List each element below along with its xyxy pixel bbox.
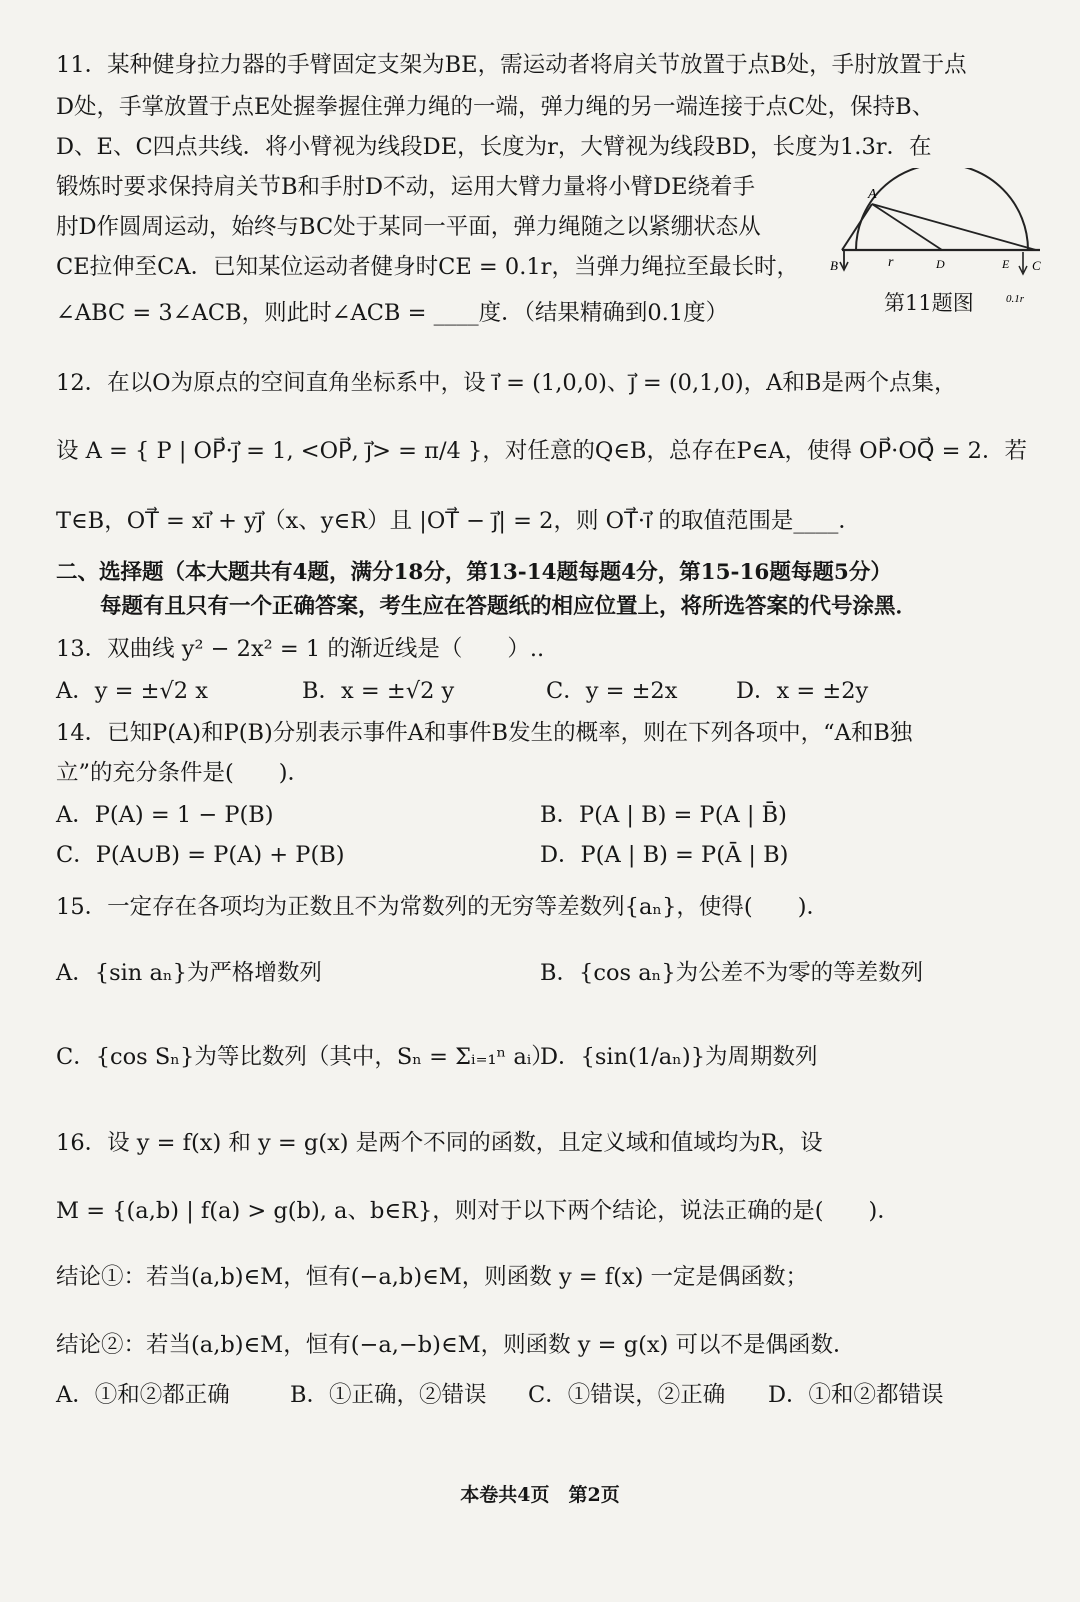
q11-line-1: 11．某种健身拉力器的手臂固定支架为BE，需运动者将肩关节放置于点B处，手肘放置于点 <box>56 52 967 78</box>
q13-option-d: D．x = ±2y <box>736 678 869 704</box>
q13-option-c: C．y = ±2x <box>546 678 678 704</box>
q16-conclusion-1: 结论①：若当(a,b)∈M，恒有(−a,b)∈M，则函数 y = f(x) 一定是偶函数； <box>56 1264 809 1290</box>
label-b: B <box>830 258 838 273</box>
q11-line-3: D、E、C四点共线．将小臂视为线段DE，长度为r，大臂视为线段BD，长度为1.3r．在 <box>56 134 932 160</box>
q15-option-c: C．{cos Sₙ}为等比数列（其中，Sₙ = Σᵢ₌₁ⁿ aᵢ） <box>56 1044 554 1070</box>
q13-option-b: B．x = ±√2 y <box>302 678 455 704</box>
q16-option-b: B．①正确，②错误 <box>290 1382 487 1408</box>
q11-line-7: ∠ABC = 3∠ACB，则此时∠ACB = ____度．（结果精确到0.1度） <box>56 300 729 326</box>
label-d: D <box>936 257 945 271</box>
q15-option-d: D．{sin(1/aₙ)}为周期数列 <box>540 1044 818 1070</box>
q16-option-a: A．①和②都正确 <box>56 1382 230 1408</box>
segment-ac <box>872 204 1036 250</box>
rotation-arc <box>856 168 1028 250</box>
label-c: C <box>1032 258 1041 273</box>
q14-option-d: D．P(A | B) = P(Ā | B) <box>540 842 789 868</box>
q13-option-a: A．y = ±√2 x <box>56 678 208 704</box>
q16-option-c: C．①错误，②正确 <box>528 1382 726 1408</box>
q12-line-2: 设 A = { P | OP⃗·j⃗ = 1, <OP⃗, j⃗> = π/4 }，对任意的Q∈B，总存在P∈A，使得 OP⃗·OQ⃗ = 2．若 <box>56 438 1027 464</box>
q16-line-1: 16．设 y = f(x) 和 y = g(x) 是两个不同的函数，且定义域和值域均为R，设 <box>56 1130 823 1156</box>
label-a: A <box>868 187 877 202</box>
q12-line-1: 12．在以O为原点的空间直角坐标系中，设 i⃗ = (1,0,0)、j⃗ = (0,1,0)，A和B是两个点集， <box>56 370 957 396</box>
q14-stem-2: 立”的充分条件是( )． <box>56 760 311 786</box>
q11-line-4: 锻炼时要求保持肩关节B和手肘D不动，运用大臂力量将小臂DE绕着手 <box>56 174 756 200</box>
q11-line-2: D处，手掌放置于点E处握拳握住弹力绳的一端，弹力绳的另一端连接于点C处，保持B、 <box>56 94 935 120</box>
q16-line-2: M = {(a,b) | f(a) > g(b), a、b∈R}，则对于以下两个结论，说法正确的是( )． <box>56 1198 900 1224</box>
q14-option-c: C．P(A∪B) = P(A) + P(B) <box>56 842 345 868</box>
q15-option-a: A．{sin aₙ}为严格增数列 <box>56 960 322 986</box>
q14-option-a: A．P(A) = 1 − P(B) <box>56 802 274 828</box>
label-e: E <box>1002 257 1010 271</box>
label-ce: 0.1r <box>1006 293 1025 305</box>
q15-option-b: B．{cos aₙ}为公差不为零的等差数列 <box>540 960 924 986</box>
q11-line-5: 肘D作圆周运动，始终与BC处于某同一平面，弹力绳随之以紧绷状态从 <box>56 214 761 240</box>
section-2-note: 每题有且只有一个正确答案，考生应在答题纸的相应位置上，将所选答案的代号涂黑． <box>100 594 918 619</box>
q13-stem: 13．双曲线 y² − 2x² = 1 的渐近线是（ ）.. <box>56 636 545 662</box>
label-r: r <box>888 255 894 270</box>
figure-caption: 第11题图 <box>884 291 974 315</box>
q12-line-3: T∈B，OT⃗ = xi⃗ + yj⃗（x、y∈R）且 |OT⃗ − j⃗| = 2，则 OT⃗·i⃗ 的取值范围是____． <box>56 508 861 534</box>
q11-line-6: CE拉伸至CA．已知某位运动者健身时CE = 0.1r，当弹力绳拉至最长时， <box>56 254 799 280</box>
q16-option-d: D．①和②都错误 <box>768 1382 944 1408</box>
q15-stem: 15．一定存在各项均为正数且不为常数列的无穷等差数列{aₙ}，使得( )． <box>56 894 829 920</box>
section-2-title: 二、选择题（本大题共有4题，满分18分，第13-14题每题4分，第15-16题每题5分） <box>56 560 892 585</box>
q16-conclusion-2: 结论②：若当(a,b)∈M，恒有(−a,−b)∈M，则函数 y = g(x) 可以不是偶函数． <box>56 1332 856 1358</box>
page-footer: 本卷共4页 第2页 <box>460 1484 620 1506</box>
segment-ad <box>872 204 942 250</box>
q14-option-b: B．P(A | B) = P(A | B̄) <box>540 802 787 828</box>
q14-stem-1: 14．已知P(A)和P(B)分别表示事件A和事件B发生的概率，则在下列各项中，“A和B独 <box>56 720 913 746</box>
